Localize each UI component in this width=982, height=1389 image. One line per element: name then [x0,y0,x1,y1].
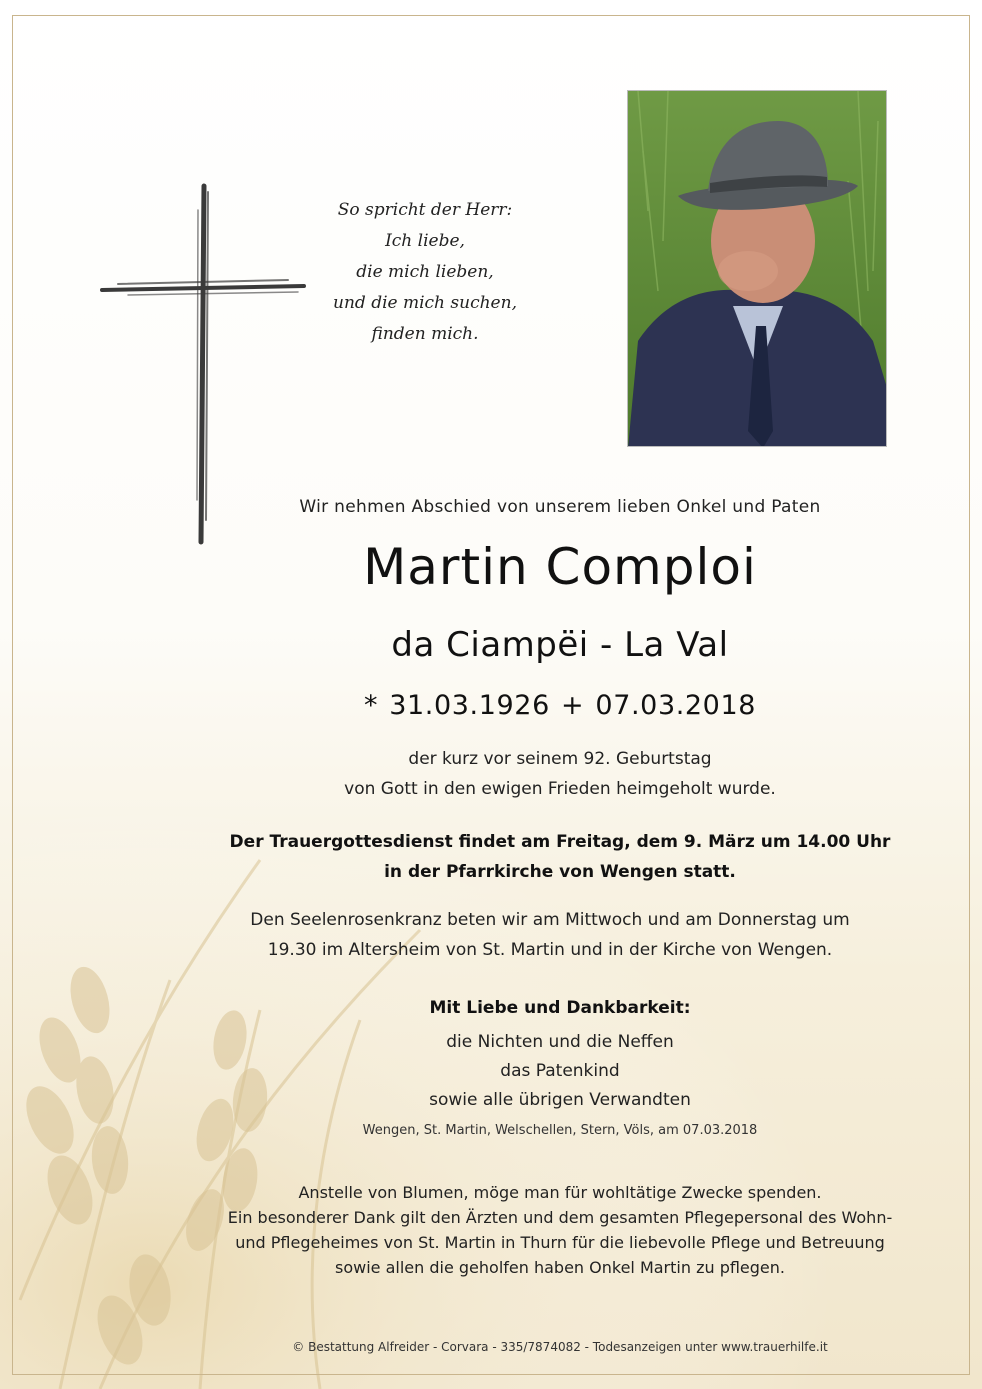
verse-line: Ich liebe, [385,231,465,251]
death-notice [140,744,980,804]
deceased-name: Martin Comploi [363,538,757,596]
intro-text: Wir nehmen Abschied von unserem lieben Onkel und Paten [299,497,821,517]
mourners-list [140,1028,980,1115]
donation-notice [140,1180,980,1280]
mourner-line: sowie alle übrigen Verwandten [429,1090,691,1110]
cross-icon [98,180,308,545]
funeral-service-line: Der Trauergottesdienst findet am Freitag, dem 9. März um 14.00 Uhr [229,832,891,852]
death-notice-line: der kurz vor seinem 92. Geburtstag [408,749,712,769]
verse-line: und die mich suchen, [333,293,517,313]
bible-verse [330,195,520,350]
donation-line: Anstelle von Blumen, möge man für wohltätige Zwecke spenden. [298,1183,822,1202]
verse-line: finden mich. [371,324,479,344]
thanks-heading: Mit Liebe und Dankbarkeit: [429,998,691,1018]
rosary-line: Den Seelenrosenkranz beten wir am Mittwoch und am Donnerstag um [250,910,850,930]
verse-line: die mich lieben, [356,262,494,282]
funeral-service [140,827,980,887]
funeral-service-line: in der Pfarrkirche von Wengen statt. [384,862,736,882]
donation-line: sowie allen die geholfen haben Onkel Martin zu pflegen. [335,1258,785,1277]
mourner-line: die Nichten und die Neffen [446,1032,674,1052]
places-date: Wengen, St. Martin, Welschellen, Stern, Völs, am 07.03.2018 [362,1123,758,1138]
donation-line: und Pflegeheimes von St. Martin in Thurn für die liebevolle Pflege und Betreuung [235,1233,885,1252]
mourner-line: das Patenkind [500,1061,620,1081]
portrait-photo-icon [628,91,887,447]
rosary-notice [150,905,950,965]
rosary-line: 19.30 im Altersheim von St. Martin und in der Kirche von Wengen. [267,940,833,960]
death-notice-line: von Gott in den ewigen Frieden heimgeholt wurde. [344,779,776,799]
life-dates: * 31.03.1926 + 07.03.2018 [363,690,757,721]
donation-line: Ein besonderer Dank gilt den Ärzten und dem gesamten Pflegepersonal des Wohn- [227,1208,893,1227]
portrait-photo [627,90,887,447]
deceased-origin: da Ciampëi - La Val [391,625,729,665]
verse-line: So spricht der Herr: [337,200,513,220]
footer-credit: © Bestattung Alfreider - Corvara - 335/7874082 - Todesanzeigen unter www.trauerhilfe.it [292,1340,828,1354]
